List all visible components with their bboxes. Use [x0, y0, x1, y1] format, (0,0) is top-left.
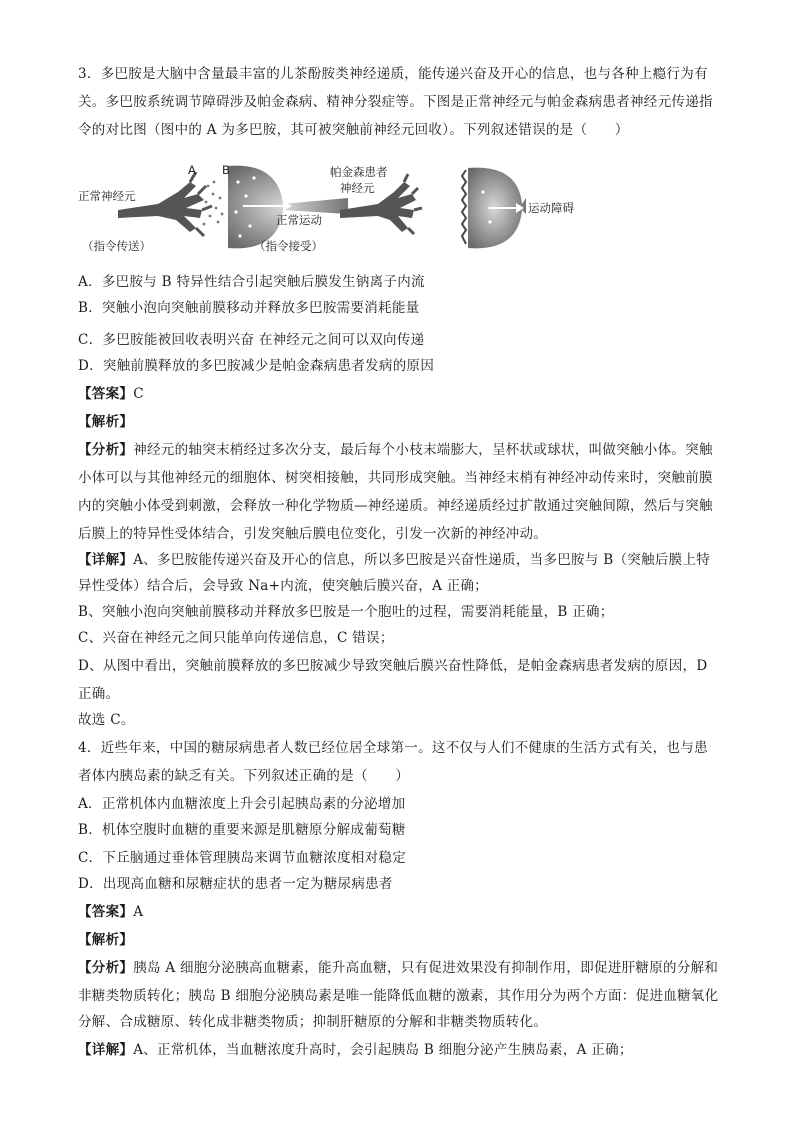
q4-option-d: D．出现高血糖和尿糖症状的患者一定为糖尿病患者: [78, 876, 393, 892]
q3-answer-tag: 【答案】: [78, 386, 134, 402]
q4-stem-line-1: 4．近些年来，中国的糖尿病患者人数已经位居全球第一。这不仅与人们不健康的生活方式有关，也与患: [78, 740, 708, 756]
label-signal-send: （指令传送）: [82, 239, 151, 253]
q3-option-c: C．多巴胺能被回收表明兴奋 在神经元之间可以双向传递: [78, 332, 425, 348]
q3-fenxi-line-3: 内的突触小体受到刺激，会释放一种化学物质—神经递质。神经递质经过扩散通过突触间隙，然后与突触: [78, 498, 713, 514]
q3-fenxi-tag: 【分析】: [78, 442, 134, 458]
label-pd-patient-line1: 帕金森患者: [330, 165, 388, 179]
q4-xiangjie-text-1: A、正常机体，当血糖浓度升高时，会引起胰岛 B 细胞分泌产生胰岛素，A 正确；: [133, 1042, 633, 1058]
q4-fenxi-line-2: 非糖类物质转化；胰岛 B 细胞分泌胰岛素是唯一能降低血糖的激素，其作用分为两个方面：促进血糖氧化: [78, 988, 719, 1004]
label-normal-motion: 正常运动: [276, 213, 322, 227]
q4-xiangjie-tag: 【详解】: [78, 1042, 134, 1058]
q4-stem-line-2: 者体内胰岛素的缺乏有关。下列叙述正确的是（ ）: [78, 768, 410, 784]
q3-fenxi-line-1: [78, 440, 713, 460]
q4-analysis-label: 【解析】: [78, 932, 134, 948]
q3-stem-line-1: 3．多巴胺是大脑中含量最丰富的儿茶酚胺类神经递质，能传递兴奋及开心的信息，也与各种上瘾行为有: [78, 66, 708, 82]
q3-answer: C: [133, 386, 144, 402]
q4-answer-tag: 【答案】: [78, 904, 134, 920]
q3-option-b: B．突触小泡向突触前膜移动并释放多巴胺需要消耗能量: [78, 300, 420, 316]
q3-xiangjie-line-7: 故选 C。: [78, 712, 135, 728]
q4-xiangjie-line-1: [78, 1040, 633, 1060]
q3-xiangjie-text-1: A、多巴胺能传递兴奋及开心的信息，所以多巴胺是兴奋性递质，当多巴胺与 B（突触后膜上特: [133, 552, 711, 568]
q3-xiangjie-line-4: C、兴奋在神经元之间只能单向传递信息，C 错误；: [78, 630, 394, 646]
label-a: A: [188, 163, 196, 177]
q4-fenxi-text-1: 胰岛 A 细胞分泌胰高血糖素，能升高血糖，只有促进效果没有抑制作用，即促进肝糖原的分解和: [133, 960, 719, 976]
q3-fenxi-line-2: 小体可以与其他神经元的细胞体、树突相接触，共同形成突触。当神经末梢有神经冲动传来时，突触前膜: [78, 470, 713, 486]
q3-xiangjie-line-3: B、突触小泡向突触前膜移动并释放多巴胺是一个胞吐的过程，需要消耗能量，B 正确；: [78, 604, 614, 620]
q3-analysis-tag: [78, 412, 133, 432]
q3-xiangjie-line-5: D、从图中看出，突触前膜释放的多巴胺减少导致突触后膜兴奋性降低，是帕金森病患者发病的原因，D: [78, 658, 708, 674]
q3-xiangjie-line-1: [78, 550, 710, 570]
q4-fenxi-line-3: 分解、合成糖原、转化成非糖类物质；抑制肝糖原的分解和非糖类物质转化。: [78, 1014, 548, 1030]
q4-answer-line: [78, 902, 143, 922]
label-b: B: [222, 163, 230, 177]
label-pd-patient-line2: 神经元: [340, 181, 375, 195]
q3-analysis-label: 【解析】: [78, 414, 134, 430]
q3-xiangjie-tag: 【详解】: [78, 552, 134, 568]
q4-option-b: B．机体空腹时血糖的重要来源是肌糖原分解成葡萄糖: [78, 822, 406, 838]
label-signal-receive: （指令接受）: [254, 239, 323, 253]
q3-option-d: D．突触前膜释放的多巴胺减少是帕金森病患者发病的原因: [78, 358, 435, 374]
q3-xiangjie-line-2: 异性受体）结合后，会导致 Na+内流，使突触后膜兴奋，A 正确；: [78, 578, 489, 594]
label-normal-neuron: 正常神经元: [78, 189, 136, 203]
q4-fenxi-line-1: [78, 958, 718, 978]
q3-fenxi-text-1: 神经元的轴突末梢经过多次分支，最后每个小枝末端膨大，呈杯状或球状，叫做突触小体。突触: [133, 442, 713, 458]
q3-option-a: A．多巴胺与 B 特异性结合引起突触后膜发生钠离子内流: [78, 274, 425, 290]
q4-option-a: A．正常机体内血糖浓度上升会引起胰岛素的分泌增加: [78, 796, 406, 812]
q4-analysis-tag: [78, 930, 133, 950]
q3-stem-line-3: 令的对比图（图中的 A 为多巴胺，其可被突触前神经元回收）。下列叙述错误的是（ ）: [78, 122, 629, 138]
q4-option-c: C．下丘脑通过垂体管理胰岛来调节血糖浓度相对稳定: [78, 850, 407, 866]
q3-fenxi-line-4: 后膜上的特异性受体结合，引发突触后膜电位变化，引发一次新的神经冲动。: [78, 526, 548, 542]
q3-xiangjie-line-6: 正确。: [78, 686, 120, 702]
label-motion-disorder: 运动障碍: [528, 201, 574, 215]
q4-fenxi-tag: 【分析】: [78, 960, 134, 976]
q4-answer: A: [133, 904, 144, 920]
normal-presynaptic-neuron: [118, 172, 212, 236]
synapse-diagram: [78, 152, 598, 260]
q3-stem-line-2: 关。多巴胺系统调节障碍涉及帕金森病、精神分裂症等。下图是正常神经元与帕金森病患者神经元传递指: [78, 94, 713, 110]
pd-postsynaptic-neuron: [462, 168, 526, 249]
synapse-comparison-figure: [78, 152, 598, 260]
q3-answer-line: [78, 384, 144, 404]
